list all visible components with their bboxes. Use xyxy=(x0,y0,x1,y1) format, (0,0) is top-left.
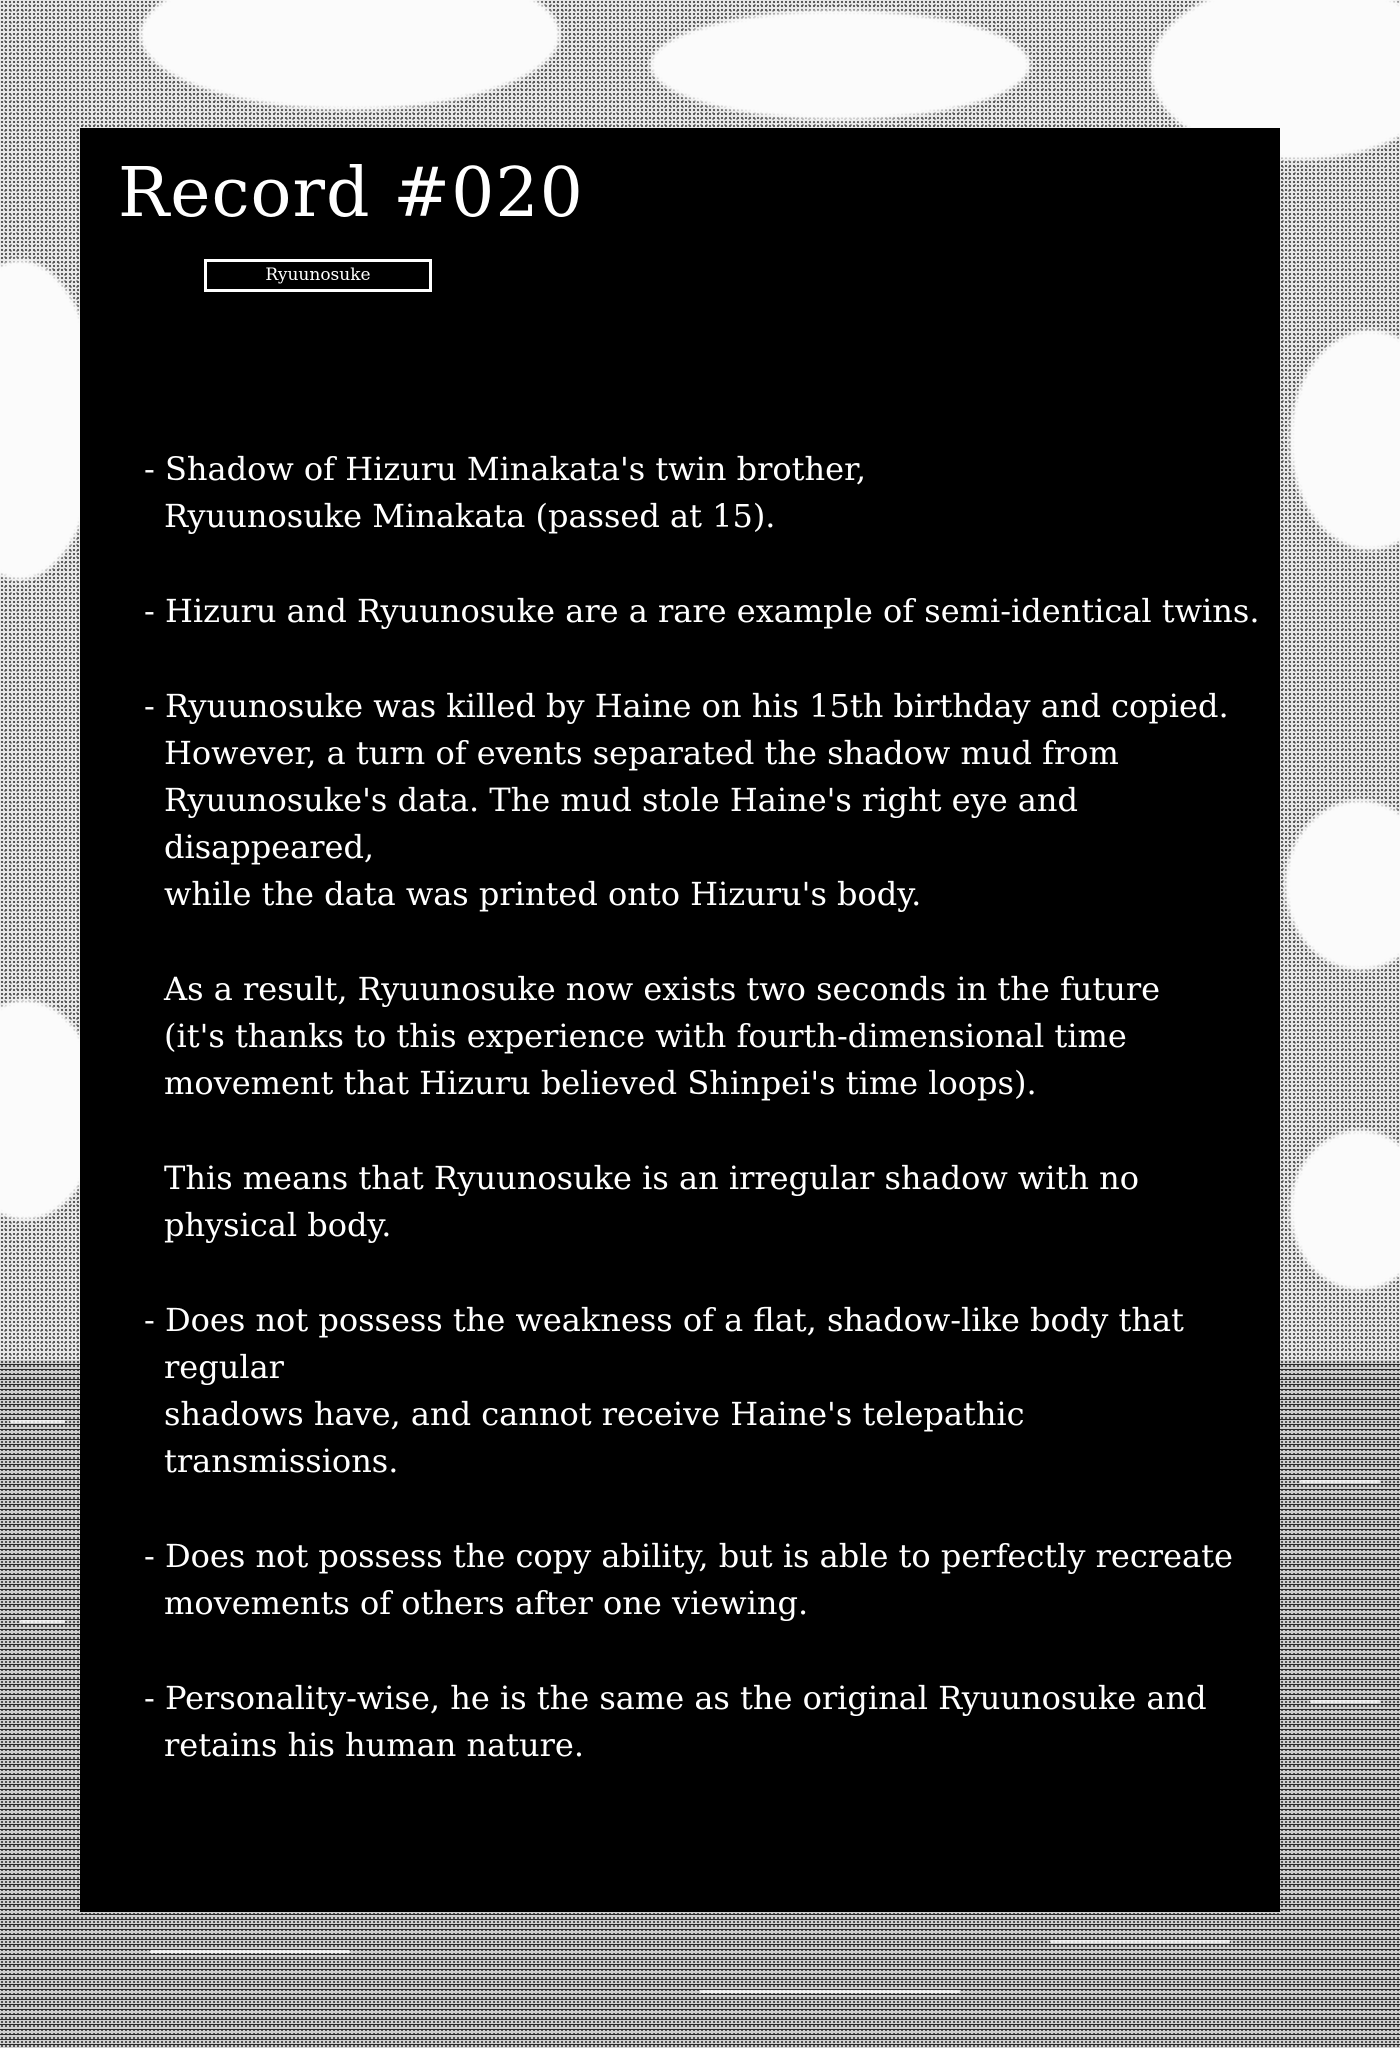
record-entry: - Does not possess the copy ability, but is able to perfectly recreate movements of others after one viewing. xyxy=(144,1537,1233,1622)
wave-highlight xyxy=(20,1620,65,1623)
record-entry: - Hizuru and Ryuunosuke are a rare example of semi-identical twins. xyxy=(144,592,1260,630)
wave-highlight xyxy=(10,1420,65,1423)
record-panel xyxy=(80,128,1280,1912)
record-entry: - Personality-wise, he is the same as the original Ryuunosuke and retains his human nature. xyxy=(144,1679,1207,1764)
record-entries xyxy=(144,446,1264,1817)
record-entry: This means that Ryuunosuke is an irregular shadow with no physical body. xyxy=(164,1159,1140,1244)
wave-highlight xyxy=(1300,1480,1380,1483)
record-entry: - Ryuunosuke was killed by Haine on his 15th birthday and copied. However, a turn of events separated the shadow mud from Ryuunosuke's data. The mud stole Haine's right eye and disappeared, while the data was printed onto Hizuru's body. xyxy=(144,687,1229,913)
wave-highlight xyxy=(1050,1940,1230,1943)
wave-highlight xyxy=(700,1990,960,1993)
wave-highlight xyxy=(1310,1700,1380,1703)
record-title: Record #020 xyxy=(118,154,584,233)
record-entry: - Does not possess the weakness of a flat, shadow-like body that regular shadows have, and cannot receive Haine's telepathic transmissions. xyxy=(144,1301,1184,1480)
record-entry: As a result, Ryuunosuke now exists two seconds in the future (it's thanks to this experience with fourth-dimensional time movement that Hizuru believed Shinpei's time loops). xyxy=(164,970,1161,1102)
wave-highlight xyxy=(150,1950,350,1953)
record-entry: - Shadow of Hizuru Minakata's twin brother, Ryuunosuke Minakata (passed at 15). xyxy=(144,450,867,535)
cloud-shape xyxy=(650,10,1030,120)
name-tag: Ryuunosuke xyxy=(204,259,432,292)
